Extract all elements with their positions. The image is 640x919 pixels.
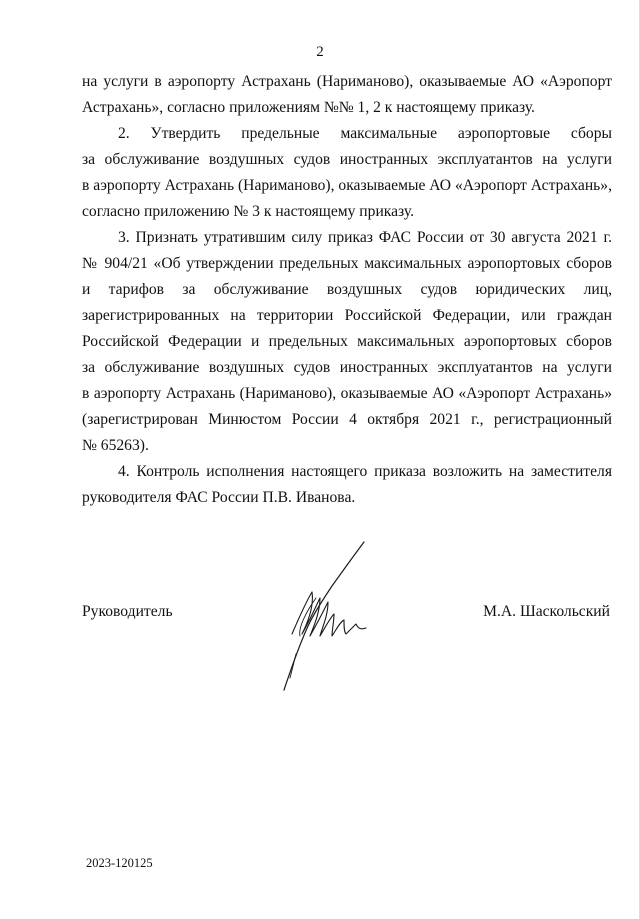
document-body: [82, 69, 612, 511]
handwritten-signature: [272, 536, 382, 696]
text-line: зарегистрированных на территории Российской Федерации, или граждан: [82, 307, 612, 324]
text-line: согласно приложению № 3 к настоящему приказу.: [82, 203, 415, 220]
text-line: 4. Контроль исполнения настоящего приказа возложить на заместителя: [118, 463, 612, 480]
document-code: 2023-120125: [86, 856, 153, 870]
signer-position: Руководитель: [82, 603, 173, 620]
text-line: на услуги в аэропорту Астрахань (Нариманово), оказываемые АО «Аэропорт: [82, 73, 612, 90]
paragraph-4: [82, 459, 612, 511]
signer-name: М.А. Шаскольский: [483, 603, 610, 620]
paragraph-2: [82, 121, 612, 225]
text-line: Российской Федерации и предельных максимальных аэропортовых сборов: [82, 333, 612, 350]
page-number: 2: [316, 44, 324, 60]
text-line: (зарегистрирован Минюстом России 4 октября 2021 г., регистрационный: [82, 411, 612, 428]
text-line: 2. Утвердить предельные максимальные аэропортовые сборы: [118, 125, 612, 142]
paragraph-3: [82, 225, 612, 459]
text-line: и тарифов за обслуживание воздушных судов юридических лиц,: [82, 281, 612, 298]
text-line: руководителя ФАС России П.В. Иванова.: [82, 489, 356, 506]
text-line: за обслуживание воздушных судов иностранных эксплуатантов на услуги: [82, 359, 612, 376]
text-line: Астрахань», согласно приложениям №№ 1, 2 к настоящему приказу.: [82, 99, 535, 116]
text-line: в аэропорту Астрахань (Нариманово), оказываемые АО «Аэропорт Астрахань»: [82, 385, 612, 402]
text-line: № 904/21 «Об утверждении предельных максимальных аэропортовых сборов: [82, 255, 612, 272]
paragraph-1: [82, 69, 612, 121]
text-line: в аэропорту Астрахань (Нариманово), оказываемые АО «Аэропорт Астрахань»,: [82, 177, 612, 194]
text-line: 3. Признать утратившим силу приказ ФАС России от 30 августа 2021 г.: [118, 229, 612, 246]
text-line: за обслуживание воздушных судов иностранных эксплуатантов на услуги: [82, 151, 612, 168]
text-line: № 65263).: [82, 437, 149, 454]
